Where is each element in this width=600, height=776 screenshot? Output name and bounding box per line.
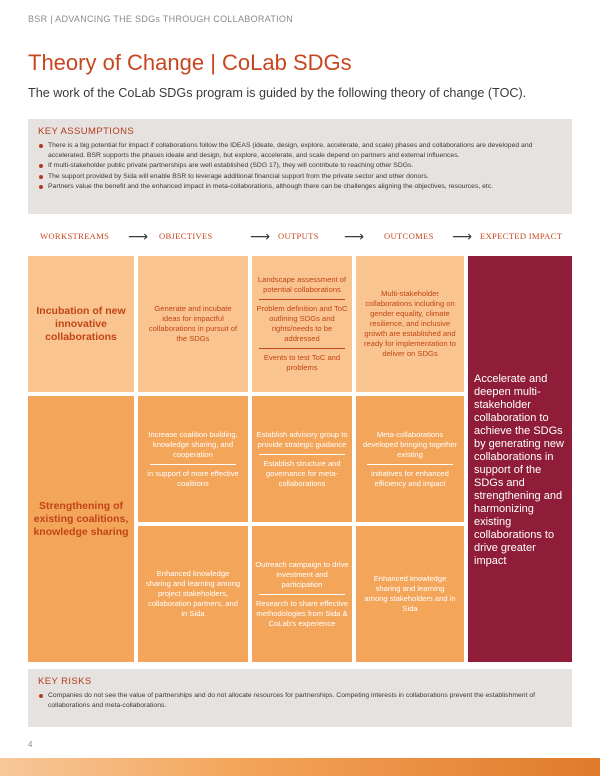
objective-text: Increase coalition building, knowledge sharing, and cooperation: [148, 429, 238, 459]
column-header-objectives: OBJECTIVES: [159, 231, 213, 241]
outcome-cell: [356, 526, 464, 662]
assumption-item: The support provided by Sida will enable BSR to leverage additional financial support from the private sector and other donors.: [38, 172, 562, 182]
outcome-text: Multi-stakeholder collaborations including on gender equality, climate resilience, and inclusive growth are established and ready for implementation to deliver on SDGs: [363, 289, 456, 358]
key-assumptions-title: KEY ASSUMPTIONS: [38, 126, 135, 137]
objective-cell: [138, 396, 248, 522]
outcome-text: Enhanced knowledge sharing and learning among stakeholders and in Sida: [364, 574, 456, 613]
key-assumptions-box: [28, 119, 572, 214]
column-header-workstreams: WORKSTREAMS: [40, 231, 110, 241]
output-text: Research to share effective methodologies from Sida & CoLab's experience: [255, 598, 349, 628]
objective-text: Enhanced knowledge sharing and learning among project stakeholders, collaboration partners, and in Sida: [145, 569, 241, 618]
output-text: Outreach campaign to drive investment and participation: [255, 559, 349, 589]
column-header-expected-impact: EXPECTED IMPACT: [480, 231, 563, 241]
objective-cell: [138, 526, 248, 662]
workstream-label: Strengthening of existing coalitions, knowledge sharing: [33, 500, 129, 538]
objective-text: in support of more effective coalitions: [147, 468, 239, 488]
arrow-icon: ⟶: [250, 228, 271, 244]
arrow-icon: ⟶: [452, 228, 473, 244]
page-header: BSR | ADVANCING THE SDGs THROUGH COLLABORATION: [28, 14, 294, 24]
footer-color-bar: [0, 758, 600, 776]
outcome-text: initiatives for enhanced efficiency and impact: [371, 468, 449, 488]
key-risks-list: [38, 691, 562, 711]
output-cell: [252, 256, 352, 392]
objective-cell: [138, 256, 248, 392]
divider: [259, 348, 345, 349]
output-cell: [252, 526, 352, 662]
output-text: Establish structure and governance for meta-collaborations: [263, 458, 341, 488]
divider: [259, 594, 345, 595]
divider: [259, 299, 345, 300]
output-text: Events to test ToC and problems: [263, 353, 341, 372]
divider: [259, 454, 345, 455]
column-header-outputs: OUTPUTS: [278, 231, 319, 241]
column-header-outcomes: OUTCOMES: [384, 231, 434, 241]
outcome-cell: [356, 256, 464, 392]
output-text: Landscape assessment of potential collaborations: [257, 275, 347, 294]
assumption-item: There is a big potential for impact if collaborations follow the IDEAS (ideate, design, explore, accelerate, and scale) phases and collaborations are developed and accelerated. BSR supports the phases ideate and design, but explore, accelerate, and scale depend on partners and external influences.: [38, 141, 562, 161]
arrow-icon: ⟶: [344, 228, 365, 244]
page-number: 4: [28, 740, 33, 749]
assumption-item: If multi-stakeholder public private partnerships are well established (SDG 17), they will contribute to reaching other SDGs.: [38, 161, 562, 171]
expected-impact-text: Accelerate and deepen multi-stakeholder collaboration to achieve the SDGs by generating new collaborations in support of the SDGs and strengthening and harmonizing existing collaborations to drive greater impact: [474, 373, 564, 567]
output-cell: [252, 396, 352, 522]
divider: [367, 464, 453, 465]
page-title: Theory of Change | CoLab SDGs: [28, 50, 352, 75]
column-headers: [28, 228, 572, 249]
output-text: Problem definition and ToC outlining SDGs and rights/needs to be addressed: [256, 304, 348, 343]
objective-text: Generate and incubate ideas for impactful collaborations in pursuit of the SDGs: [148, 304, 238, 343]
output-text: Establish advisory group to provide strategic guidance: [256, 429, 348, 449]
arrow-icon: ⟶: [128, 228, 149, 244]
workstream-label: Incubation of new innovative collaborations: [36, 304, 126, 343]
workstream-strengthening: [28, 396, 134, 662]
assumption-item: Partners value the benefit and the enhanced impact in meta-collaborations, although there can be challenges aligning the objectives, resources, etc.: [38, 182, 562, 192]
page-subtitle: The work of the CoLab SDGs program is guided by the following theory of change (TOC).: [28, 86, 527, 100]
key-risks-box: [28, 669, 572, 727]
key-assumptions-list: [38, 141, 562, 192]
divider: [150, 464, 236, 465]
outcome-cell: [356, 396, 464, 522]
workstream-incubation: [28, 256, 134, 392]
risk-item: Companies do not see the value of partnerships and do not allocate resources for partnerships. Competing interests in collaborations prevent the establishment of collaborations and meta-collaborations.: [38, 691, 562, 711]
outcome-text: Meta-collaborations developed bringing together existing: [362, 429, 458, 459]
key-risks-title: KEY RISKS: [38, 676, 92, 687]
